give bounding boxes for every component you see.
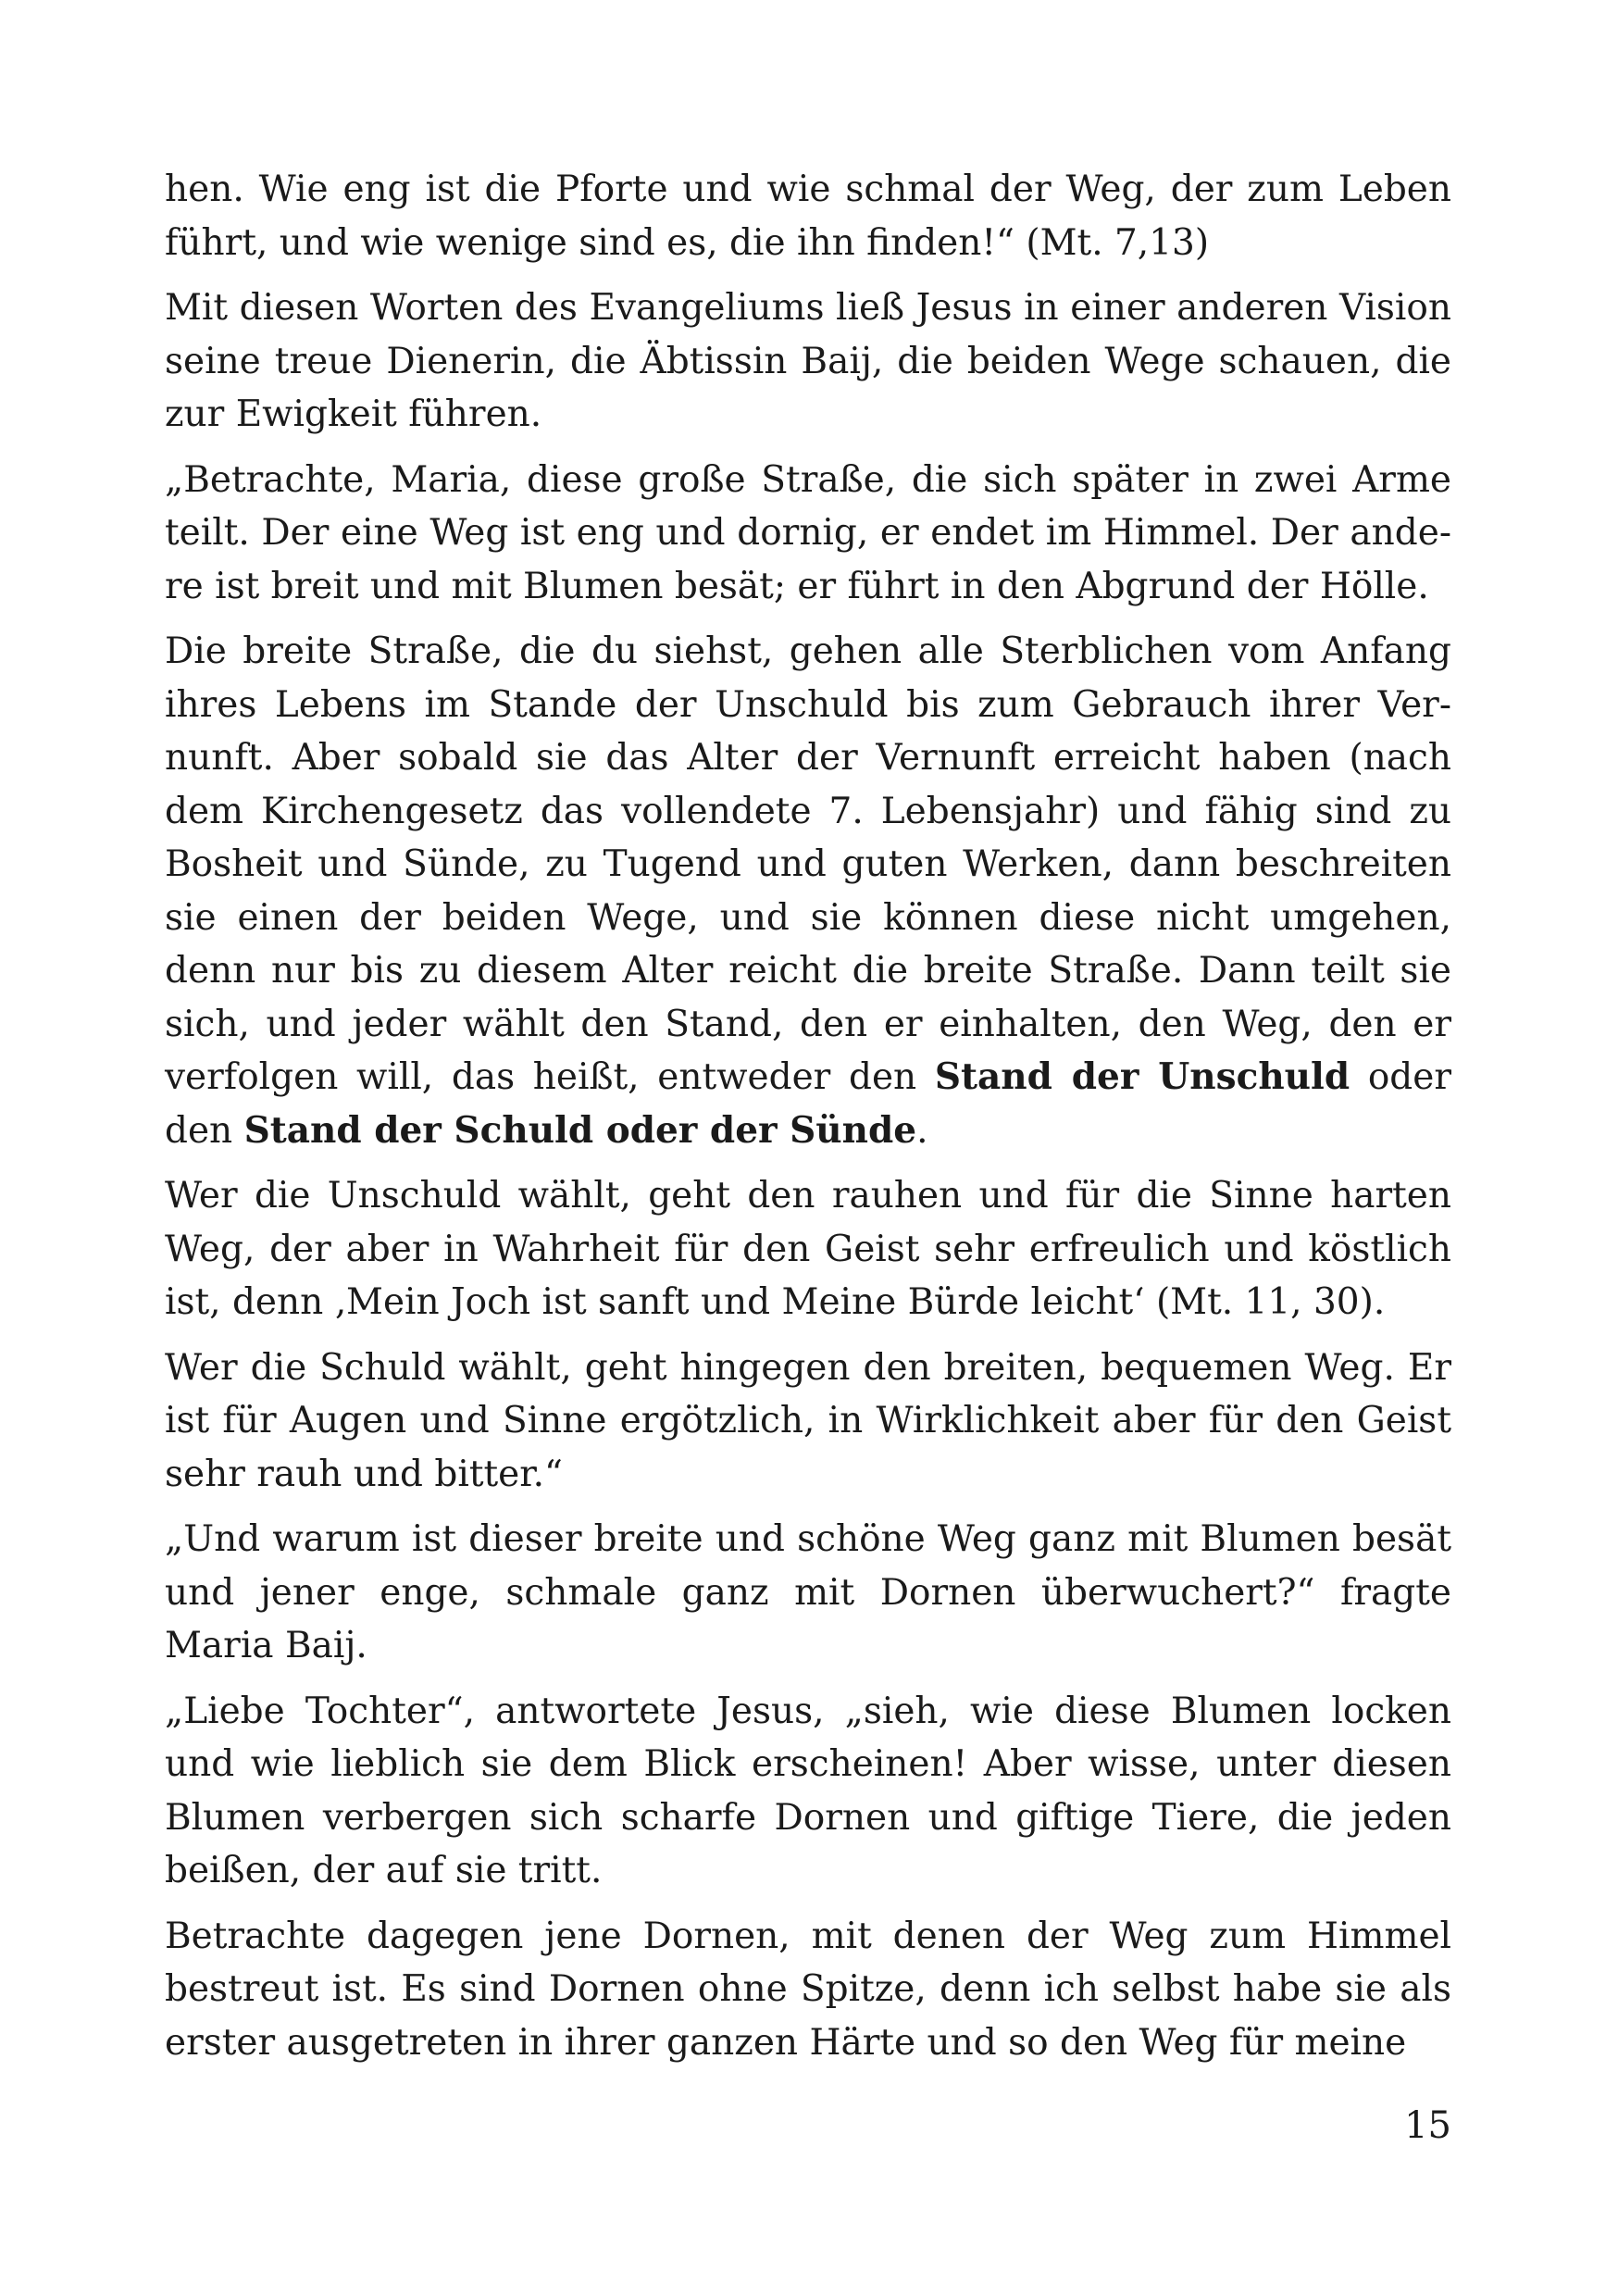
paragraph — [165, 1910, 1451, 2070]
text-run: . — [916, 1109, 928, 1152]
paragraph — [165, 1685, 1451, 1898]
paragraph — [165, 1169, 1451, 1329]
text-run: Wer die Schuld wählt, geht hingegen den breiten, bequemen Weg. Er ist für Augen und Sinne ergötzlich, in Wirklichkeit aber für den Geist sehr rauh und bitter.“ — [165, 1346, 1451, 1495]
text-run: Die breite Straße, die du siehst, gehen alle Sterblichen vom Anfang ihres Lebens im Stande der Unschuld bis zum Gebrauch ihrer Vernunft. Aber sobald sie das Alter der Vernunft erreicht haben (nach dem Kirchengesetz das vollendete 7. Lebensjahr) und fähig sind zu Bosheit und Sünde, zu Tugend und guten Werken, dann beschreiten sie einen der beiden Wege, und sie können diese nicht umgehen, denn nur bis zu diesem Alter reicht die breite Straße. Dann teilt sie sich, und jeder wählt den Stand, den er einhalten, den Weg, den er verfolgen will, das heißt, entweder den — [165, 630, 1451, 1098]
body-text — [165, 163, 1451, 2081]
text-run: „Betrachte, Maria, diese große Straße, die sich später in zwei Arme teilt. Der eine Weg ist eng und dornig, er endet im Himmel. Der andere ist breit und mit Blumen besät; er führt in den Abgrund der Hölle. — [165, 458, 1451, 607]
text-run: oder den — [165, 1056, 1451, 1152]
text-run: Mit diesen Worten des Evangeliums ließ Jesus in einer anderen Vision seine treue Dienerin, die Äbtissin Baij, die beiden Wege schauen, die zur Ewigkeit führen. — [165, 287, 1451, 435]
paragraph — [165, 1513, 1451, 1673]
text-run: „Liebe Tochter“, antwortete Jesus, „sieh, wie diese Blumen locken und wie lieblich sie dem Blick erscheinen! Aber wisse, unter diesen Blumen verbergen sich scharfe Dornen und giftige Tiere, die jeden beißen, der auf sie tritt. — [165, 1690, 1451, 1891]
bold-text: Stand der Schuld oder der Sünde — [243, 1108, 917, 1152]
text-run: Wer die Unschuld wählt, geht den rauhen und für die Sinne harten Weg, der aber in Wahrheit für den Geist sehr erfreulich und köstlich ist, denn ‚Mein Joch ist sanft und Meine Bürde leicht‘ (Mt. 11, 30). — [165, 1175, 1451, 1323]
paragraph — [165, 163, 1451, 269]
text-run: Betrachte dagegen jene Dornen, mit denen der Weg zum Himmel bestreut ist. Es sind Dornen ohne Spitze, denn ich selbst habe sie als erster ausgetreten in ihrer ganzen Härte und so den Weg für meine — [165, 1915, 1451, 2064]
page-number: 15 — [1404, 2104, 1451, 2147]
paragraph — [165, 281, 1451, 442]
paragraph — [165, 625, 1451, 1157]
text-run: „Und warum ist dieser breite und schöne Weg ganz mit Blumen besät und jener enge, schmale ganz mit Dornen überwuchert?“ fragte Maria Baij. — [165, 1518, 1451, 1666]
text-run: hen. Wie eng ist die Pforte und wie schmal der Weg, der zum Leben führt, und wie wenige sind es, die ihn finden!“ (Mt. 7,13) — [165, 168, 1451, 264]
paragraph — [165, 454, 1451, 614]
paragraph — [165, 1341, 1451, 1502]
bold-text: Stand der Unschuld — [934, 1055, 1350, 1098]
